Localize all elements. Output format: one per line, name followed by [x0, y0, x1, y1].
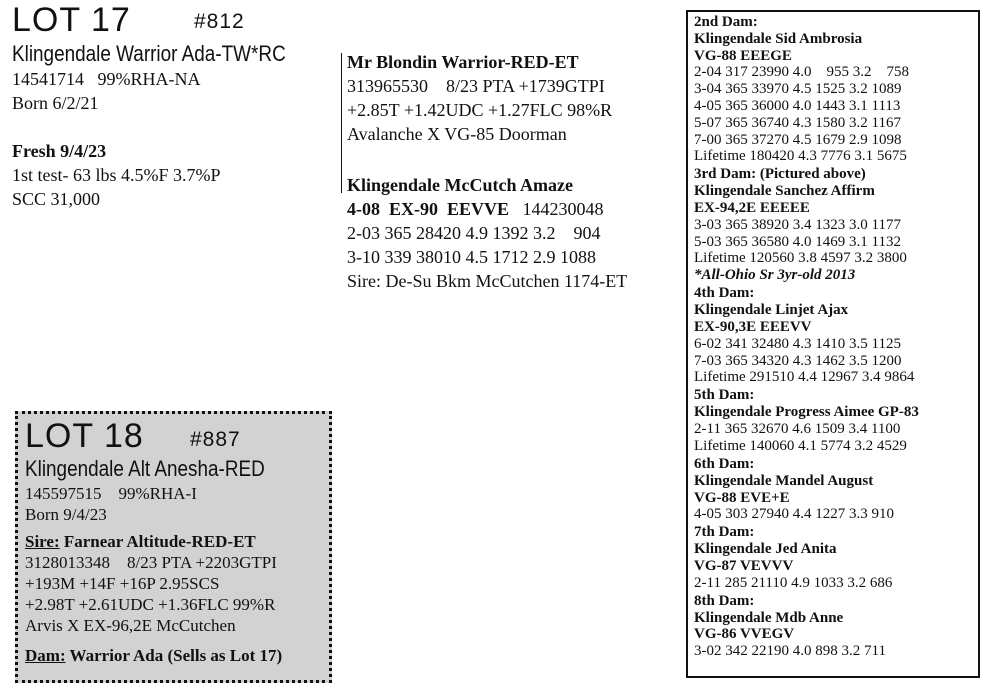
dam-classification: EX-94,2E EEEEE [694, 200, 810, 217]
dam-name: Klingendale Jed Anita [694, 541, 837, 558]
lot-17-cow-name: Klingendale Warrior Ada-TW*RC [12, 41, 286, 66]
dam-name: Klingendale Linjet Ajax [694, 302, 849, 319]
lot-17-dam-id: 144230048 [509, 199, 604, 219]
lot-18-sire-line: Arvis X EX-96,2E McCutchen [25, 616, 236, 635]
lot-17-born: Born 6/2/21 [12, 93, 99, 113]
lot-18-number: #887 [190, 428, 241, 451]
dam-record-line: 3-04 365 33970 4.5 1525 3.2 1089 [694, 81, 902, 98]
dam-pedigree-box [686, 10, 980, 678]
dam-record-line: 3-03 365 38920 3.4 1323 3.0 1177 [694, 216, 901, 233]
dam-record-line: Lifetime 291510 4.4 12967 3.4 9864 [694, 369, 915, 386]
lot-17-sire-name: Mr Blondin Warrior-RED-ET [347, 52, 579, 72]
dam-record-line: 6-02 341 32480 4.3 1410 3.5 1125 [694, 335, 901, 352]
dam-generation-label: 7th Dam: [694, 524, 755, 541]
lot-18-id-line: 145597515 99%RHA-I [25, 484, 197, 503]
lot-17-dam-record: 2-03 365 28420 4.9 1392 3.2 904 [347, 223, 601, 243]
dam-record-line: 7-03 365 34320 4.3 1462 3.5 1200 [694, 352, 902, 369]
lot-17-fresh: Fresh 9/4/23 [12, 141, 107, 161]
dam-record-line: 4-05 303 27940 4.4 1227 3.3 910 [694, 506, 894, 523]
lot-17-info [12, 67, 201, 115]
lot-17-dam-block [347, 173, 627, 293]
lot-18-info [25, 483, 197, 525]
lot-17-id-line: 14541714 99%RHA-NA [12, 69, 201, 89]
lot-17-sire-line: 313965530 8/23 PTA +1739GTPI [347, 76, 605, 96]
lot-18-dam-line [25, 645, 282, 666]
dam-generation-label: 3rd Dam: (Pictured above) [694, 166, 866, 183]
dam-entry [694, 166, 978, 284]
lot-18-sire-line: +2.98T +2.61UDC +1.36FLC 99%R [25, 595, 276, 614]
dam-record-line: Lifetime 120560 3.8 4597 3.2 3800 [694, 250, 907, 267]
dam-classification: VG-88 EVE+E [694, 489, 790, 506]
dam-name: Klingendale Mandel August [694, 472, 874, 489]
dam-generation-label: 6th Dam: [694, 455, 755, 472]
lot-18-dam-label: Dam: [25, 646, 66, 665]
dam-record-line: 5-03 365 36580 4.0 1469 3.1 1132 [694, 233, 901, 250]
dam-record-line: 2-04 317 23990 4.0 955 3.2 758 [694, 64, 909, 81]
dam-record-line: 2-11 365 32670 4.6 1509 3.4 1100 [694, 421, 901, 438]
dam-entry [694, 524, 978, 591]
dam-entry [694, 593, 978, 660]
lot-18-label: LOT 18 [25, 417, 144, 455]
dam-classification: EX-90,3E EEEVV [694, 318, 812, 335]
lot-18-sire-name: Farnear Altitude-RED-ET [59, 532, 256, 551]
lot-18-sire-label: Sire: [25, 532, 60, 551]
lot-17-scc: SCC 31,000 [12, 189, 101, 209]
lot-17-sire-block [347, 50, 612, 146]
dam-name: Klingendale Sid Ambrosia [694, 30, 863, 47]
lot-17-number: #812 [194, 10, 245, 33]
lot-17-dam-class-score: 4-08 EX-90 EEVVE [347, 199, 510, 219]
dam-record-line: Lifetime 180420 4.3 7776 3.1 5675 [694, 148, 907, 165]
lot-18-sire-line: 3128013348 8/23 PTA +2203GTPI [25, 553, 277, 572]
dam-entry [694, 14, 978, 165]
lot-17-sire-line: Avalanche X VG-85 Doorman [347, 124, 567, 144]
lot-17-fresh-info [12, 139, 221, 211]
dam-entry [694, 456, 978, 523]
dam-classification: VG-86 VVEGV [694, 626, 795, 643]
dam-award-note: *All-Ohio Sr 3yr-old 2013 [694, 267, 856, 284]
lot-17-dam-record: 3-10 339 38010 4.5 1712 2.9 1088 [347, 247, 596, 267]
lot-17-label: LOT 17 [12, 1, 131, 39]
lot-18-cow-name: Klingendale Alt Anesha-RED [25, 456, 265, 481]
lot-18-sire-block [25, 531, 277, 636]
dam-name: Klingendale Sanchez Affirm [694, 183, 875, 200]
lot-18-box [15, 411, 332, 683]
lot-17-dam-sire: Sire: De-Su Bkm McCutchen 1174-ET [347, 271, 628, 291]
dam-entry [694, 387, 978, 454]
dam-record-line: 2-11 285 21110 4.9 1033 3.2 686 [694, 574, 893, 591]
lot-18-dam-text: Warrior Ada (Sells as Lot 17) [65, 646, 283, 665]
dam-name: Klingendale Progress Aimee GP-83 [694, 404, 919, 421]
lot-17-dam-class-line [347, 197, 627, 221]
dam-record-line: 3-02 342 22190 4.0 898 3.2 711 [694, 643, 886, 660]
dam-classification: VG-87 VEVVV [694, 557, 794, 574]
lot-17-sire-line: +2.85T +1.42UDC +1.27FLC 98%R [347, 100, 613, 120]
dam-classification: VG-88 EEEGE [694, 47, 792, 64]
lot-18-sire-line: +193M +14F +16P 2.95SCS [25, 574, 220, 593]
dam-name: Klingendale Mdb Anne [694, 609, 844, 626]
dam-record-line: 5-07 365 36740 4.3 1580 3.2 1167 [694, 114, 901, 131]
lot-18-sire-heading [25, 531, 277, 552]
dam-record-line: 7-00 365 37270 4.5 1679 2.9 1098 [694, 131, 902, 148]
lot-17-test: 1st test- 63 lbs 4.5%F 3.7%P [12, 165, 221, 185]
dam-generation-label: 5th Dam: [694, 387, 755, 404]
dam-record-line: 4-05 365 36000 4.0 1443 3.1 1113 [694, 97, 901, 114]
dam-generation-label: 8th Dam: [694, 592, 755, 609]
lot-18-born: Born 9/4/23 [25, 505, 107, 524]
sire-divider [341, 53, 342, 193]
dam-record-line: Lifetime 140060 4.1 5774 3.2 4529 [694, 437, 907, 454]
lot-17-dam-name: Klingendale McCutch Amaze [347, 175, 573, 195]
dam-generation-label: 4th Dam: [694, 285, 755, 302]
dam-entry [694, 285, 978, 386]
dam-generation-label: 2nd Dam: [694, 14, 758, 30]
